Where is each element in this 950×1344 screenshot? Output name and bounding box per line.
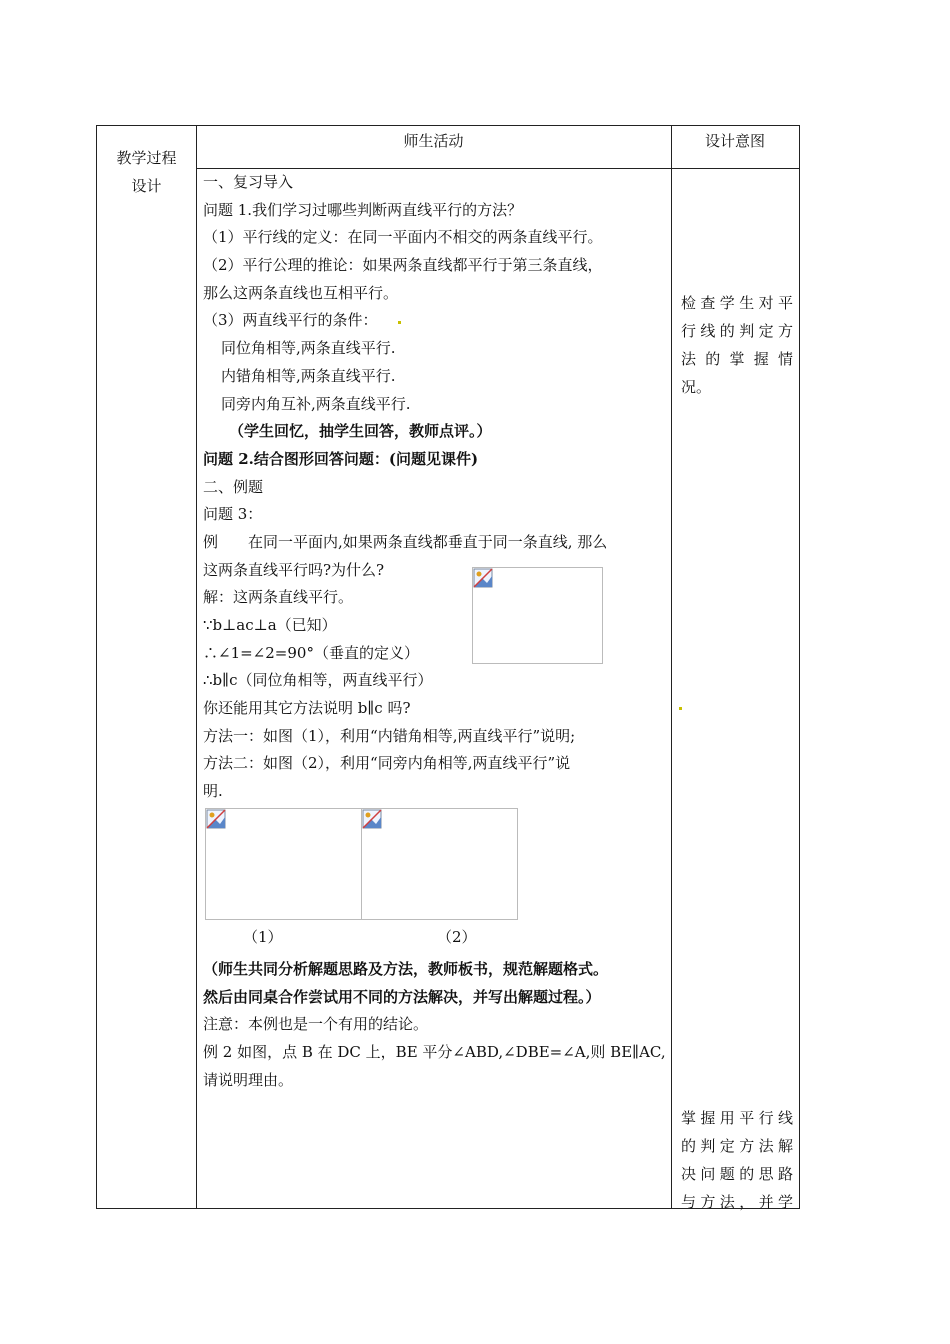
intent-review xyxy=(681,289,793,401)
marker-dot xyxy=(398,321,401,324)
broken-image-icon xyxy=(473,568,493,588)
broken-image-icon xyxy=(206,809,226,829)
column-divider xyxy=(671,126,672,1208)
header-activities: 师生活动 xyxy=(403,132,464,150)
text-line: 同旁内角互补,两条直线平行. xyxy=(221,394,411,413)
figure-2-caption: （2） xyxy=(437,928,477,946)
text-line: 内错角相等,两条直线平行. xyxy=(221,366,396,385)
text-line: 你还能用其它方法说明 b∥c 吗? xyxy=(203,699,411,718)
example-figure-image xyxy=(472,567,603,664)
text-line: 明. xyxy=(203,782,223,801)
header-intent: 设计意图 xyxy=(704,132,765,150)
intent-line: 与方法，并学 xyxy=(681,1193,793,1211)
text-line: 例 在同一平面内,如果两条直线都垂直于同一条直线, 那么 xyxy=(203,532,608,551)
text-line: 问题 3： xyxy=(203,505,263,524)
text-line: 然后由同桌合作尝试用不同的方法解决，并写出解题过程。） xyxy=(203,987,601,1006)
text-line: 一、复习导入 xyxy=(203,173,294,191)
text-line: （1）平行线的定义：在同一平面内不相交的两条直线平行。 xyxy=(203,228,603,247)
intent-line: 行线的判定方 xyxy=(681,322,793,340)
text-line: ∵b⊥ac⊥a（已知） xyxy=(203,616,337,634)
marker-dot xyxy=(679,707,682,710)
intent-line: 掌握用平行线 xyxy=(681,1109,793,1127)
text-line: （2）平行公理的推论：如果两条直线都平行于第三条直线， xyxy=(203,256,603,275)
process-label-line: 设计 xyxy=(131,177,162,195)
activities-lines-2 xyxy=(203,956,669,1094)
text-line: 注意：本例也是一个有用的结论。 xyxy=(203,1015,429,1034)
intent-line: 况。 xyxy=(681,378,712,396)
intent-line: 检查学生对平 xyxy=(681,294,793,312)
text-line: （师生共同分析解题思路及方法，教师板书，规范解题格式。 xyxy=(203,959,609,978)
text-line: 那么这两条直线也互相平行。 xyxy=(203,283,399,302)
intent-line: 的判定方法解 xyxy=(681,1137,793,1155)
text-line: 二、例题 xyxy=(203,477,264,496)
figure-1-image xyxy=(205,808,362,920)
text-line: ∴b∥c（同位角相等，两直线平行） xyxy=(203,671,433,690)
text-line: 请说明理由。 xyxy=(203,1070,294,1089)
text-line: 例 2 如图，点 B 在 DC 上，BE 平分∠ABD,∠DBE=∠A,则 BE∥AC, xyxy=(203,1042,666,1061)
text-line: 同位角相等,两条直线平行. xyxy=(221,339,396,358)
text-line: ∴∠1=∠2=90°（垂直的定义） xyxy=(203,643,419,662)
broken-image-icon xyxy=(362,809,382,829)
activities-lines xyxy=(203,169,669,806)
text-line: 解：这两条直线平行。 xyxy=(203,588,354,607)
text-line: （学生回忆，抽学生回答，教师点评。） xyxy=(229,422,492,441)
text-line: 方法二：如图（2），利用“同旁内角相等,两直线平行”说 xyxy=(203,754,571,773)
figure-2-image xyxy=(361,808,518,920)
column-divider xyxy=(196,126,197,1208)
text-line: 问题 2.结合图形回答问题：(问题见课件) xyxy=(203,449,479,468)
intent-line: 决问题的思路 xyxy=(681,1165,793,1183)
text-line: （3）两直线平行的条件： xyxy=(203,311,378,330)
process-label-line: 教学过程 xyxy=(116,149,177,167)
text-line: 方法一：如图（1），利用“内错角相等,两直线平行”说明; xyxy=(203,726,576,745)
figure-1-caption: （1） xyxy=(243,928,283,946)
process-label xyxy=(97,144,196,200)
intent-line: 法 的 掌 握 情 xyxy=(681,350,793,368)
intent-method xyxy=(681,1104,793,1216)
text-line: 这两条直线平行吗?为什么? xyxy=(203,560,385,579)
lesson-table xyxy=(96,125,800,1209)
text-line: 问题 1.我们学习过哪些判断两直线平行的方法？ xyxy=(203,200,523,219)
